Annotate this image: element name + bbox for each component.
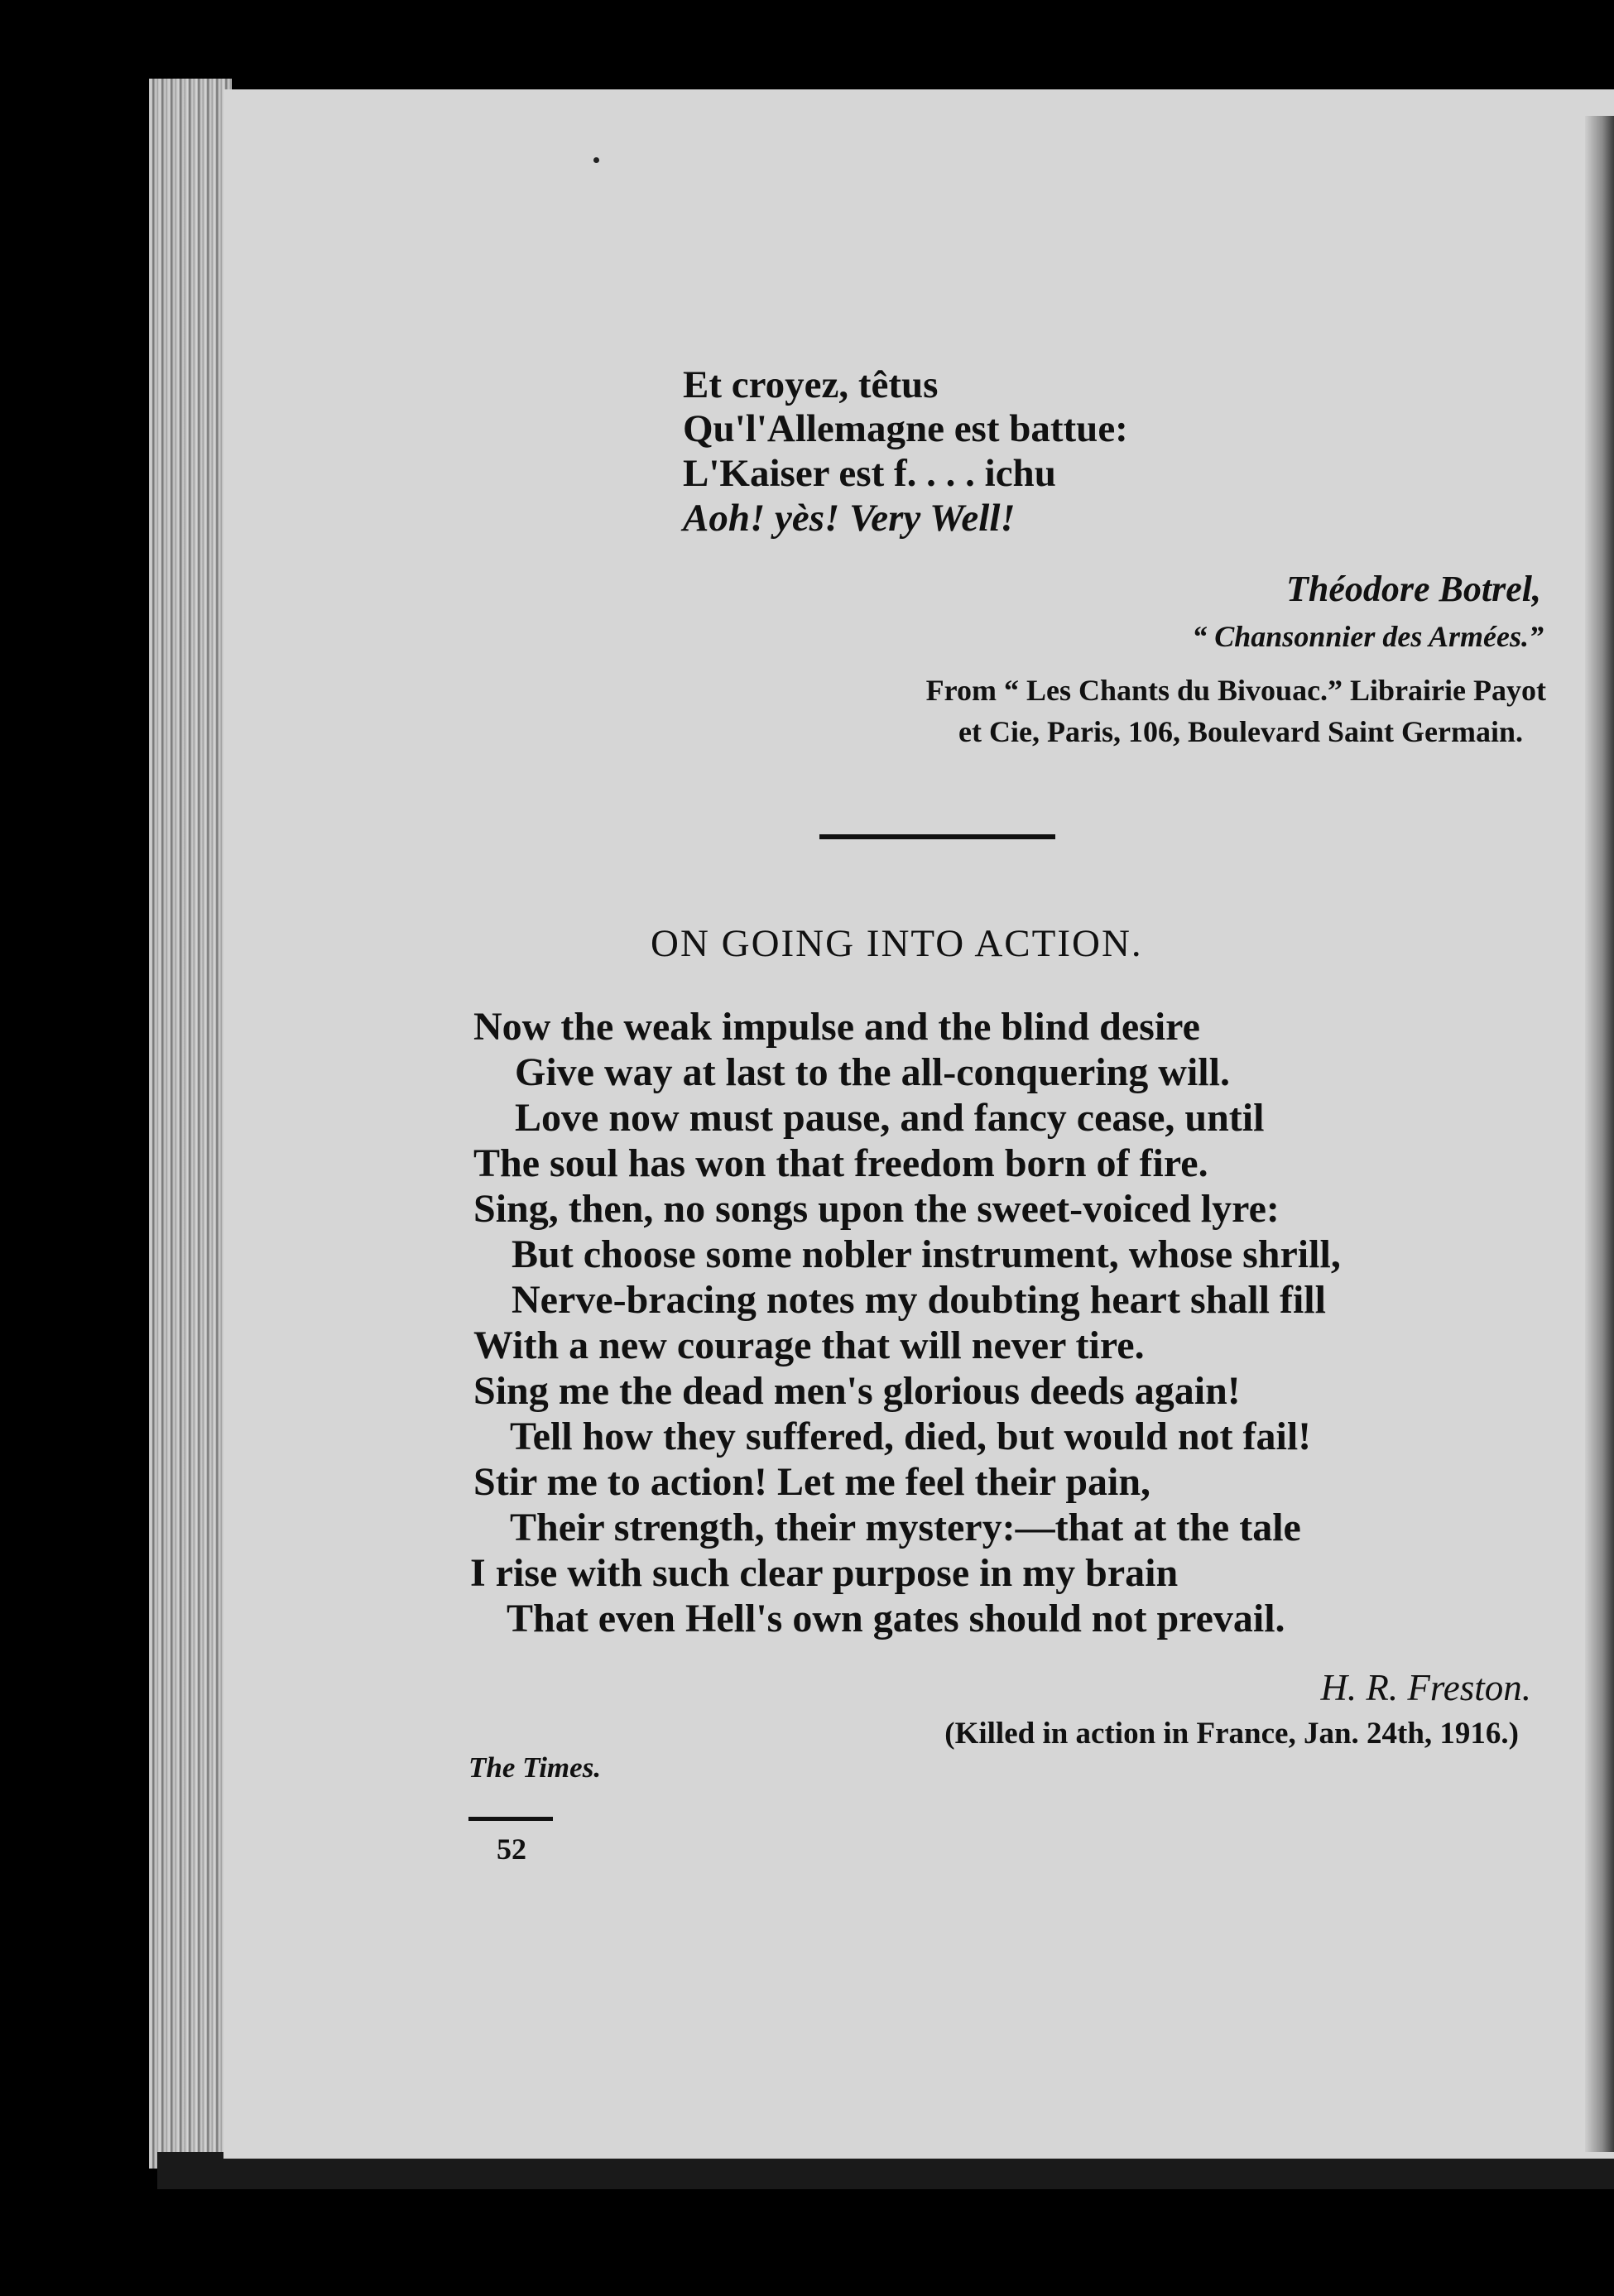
poem-line-10: Tell how they suffered, died, but would not fail! <box>510 1415 1312 1458</box>
poem-line-4: The soul has won that freedom born of fire. <box>473 1141 1208 1185</box>
french-author: Théodore Botrel, <box>1286 569 1541 609</box>
poem-source: The Times. <box>468 1751 602 1784</box>
poem-line-1: Now the weak impulse and the blind desire <box>473 1005 1200 1049</box>
poem-line-12: Their strength, their mystery:—that at the tale <box>510 1506 1301 1549</box>
page-number-rule <box>468 1817 553 1821</box>
french-line-1: Et croyez, têtus <box>683 363 939 406</box>
french-line-3: L'Kaiser est f. . . . ichu <box>683 452 1056 495</box>
ink-speck <box>593 157 599 163</box>
poem-line-5: Sing, then, no songs upon the sweet-voiced lyre: <box>473 1187 1280 1231</box>
french-author-title: “ Chansonnier des Armées.” <box>1192 620 1544 653</box>
page-number: 52 <box>497 1832 526 1866</box>
french-source-line-2: et Cie, Paris, 106, Boulevard Saint Germain. <box>958 715 1523 748</box>
poem-line-9: Sing me the dead men's glorious deeds again! <box>473 1369 1241 1413</box>
french-line-4: Aoh! yès! Very Well! <box>683 497 1016 540</box>
french-line-2: Qu'l'Allemagne est battue: <box>683 407 1128 450</box>
poem-line-13: I rise with such clear purpose in my brain <box>470 1551 1179 1595</box>
poem-line-3: Love now must pause, and fancy cease, until <box>515 1096 1265 1140</box>
poem-line-7: Nerve-bracing notes my doubting heart shall fill <box>512 1278 1326 1322</box>
page-right-edge <box>1585 116 1614 2152</box>
poem-author: H. R. Freston. <box>1320 1667 1531 1708</box>
poem-note: (Killed in action in France, Jan. 24th, 1916.) <box>944 1717 1519 1751</box>
french-source-line-1: From “ Les Chants du Bivouac.” Librairie Payot <box>925 674 1546 707</box>
book-page <box>223 89 1614 2159</box>
poem-line-2: Give way at last to the all-conquering will. <box>515 1050 1230 1094</box>
poem-title: ON GOING INTO ACTION. <box>651 922 1143 965</box>
poem-line-8: With a new courage that will never tire. <box>473 1323 1145 1367</box>
poem-line-11: Stir me to action! Let me feel their pain, <box>473 1460 1151 1504</box>
poem-line-6: But choose some nobler instrument, whose shrill, <box>512 1232 1341 1276</box>
section-divider <box>819 834 1055 839</box>
book-page-edges <box>149 79 232 2169</box>
poem-line-14: That even Hell's own gates should not prevail. <box>507 1597 1285 1640</box>
